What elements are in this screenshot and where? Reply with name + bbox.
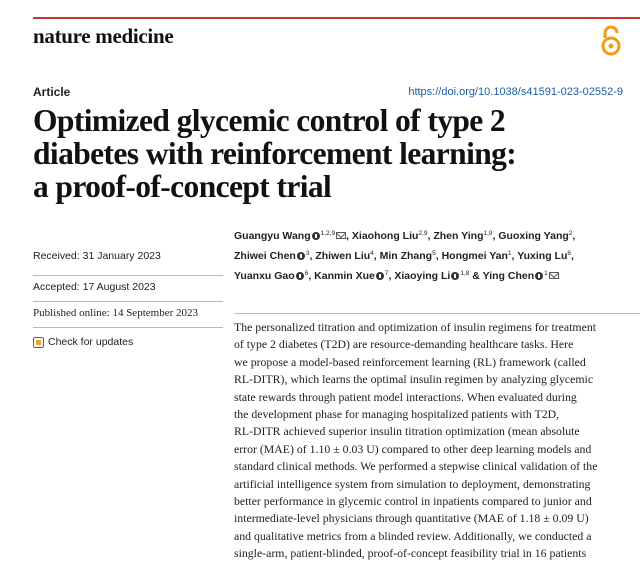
author[interactable]: Min Zhang$^5$ (379, 250, 436, 262)
abstract-line: artificial intelligence system from simulation to deployment, demonstrating (234, 476, 591, 491)
abstract-line: we propose a model-based reinforcement learning (RL) framework (called (234, 354, 586, 369)
abstract-line: The personalized titration and optimization of insulin regimens for treatment (234, 320, 596, 334)
orcid-icon[interactable] (535, 272, 543, 280)
crossmark-icon (33, 337, 44, 348)
author-line: Guangyu Wang $^{1,2,9}$ , Xiaohong Liu$^{2,9}$, Zhen Ying$^{1,9}$, Guoxing Yang$^2$, (234, 230, 576, 242)
received-date: Received: 31 January 2023 (33, 250, 223, 276)
article-dates (33, 250, 223, 350)
abstract-line: RL-DITR achieved superior insulin titration optimization (mean absolute (234, 424, 580, 439)
author-line: Zhiwei Chen $^3$, Zhiwen Liu$^4$, Min Zhang$^5$, Hongmei Yan$^1$, Yuxing Lu$^6$, (234, 250, 574, 262)
abstract-line: and qualitative metrics from a blinded review. Additionally, we conducted a (234, 528, 592, 543)
abstract-line: RL-DITR), which learns the optimal insulin regimen by analyzing glycemic (234, 372, 594, 387)
journal-name[interactable]: nature medicine (33, 24, 174, 48)
author[interactable]: Zhen Ying$^{1,9}$ (433, 230, 493, 242)
orcid-icon[interactable] (297, 252, 305, 260)
abstract-line: standard clinical methods. We performed a stepwise clinical validation of the (234, 459, 598, 474)
title-line: a proof-of-concept trial (33, 169, 332, 204)
author[interactable]: Guangyu Wang $^{1,2,9}$ (234, 230, 346, 242)
open-access-lock-icon (598, 25, 624, 57)
author[interactable]: Zhiwen Liu$^4$ (315, 250, 374, 262)
author[interactable]: Zhiwei Chen $^3$ (234, 250, 310, 262)
abstract-line: single-arm, patient-blinded, proof-of-concept feasibility trial in 16 patients (234, 546, 587, 561)
article-type: Article (33, 85, 71, 99)
email-icon[interactable] (549, 272, 559, 279)
accepted-date: Accepted: 17 August 2023 (33, 276, 223, 302)
author[interactable]: Ying Chen $^1$ (483, 270, 559, 282)
author-list (234, 225, 634, 285)
abstract-line: error (MAE) of 1.10 ± 0.03 U) compared to other deep learning models and (234, 441, 592, 456)
abstract-line: the development phase for managing hospitalized patients with T2D, (234, 407, 560, 422)
orcid-icon[interactable] (451, 272, 459, 280)
doi-link[interactable]: https://doi.org/10.1038/s41591-023-02552-9 (408, 86, 623, 98)
title-line: diabetes with reinforcement learning: (33, 136, 517, 171)
author[interactable]: Yuanxu Gao $^6$ (234, 270, 309, 282)
abstract-line: intermediate-level physicians through quantitative (MAE of 1.18 ± 0.09 U) (234, 511, 589, 526)
orcid-icon[interactable] (376, 272, 384, 280)
abstract-line: better performance in glycemic control in inpatients compared to junior and (234, 494, 592, 509)
masthead (0, 0, 640, 62)
author[interactable]: Xiaoying Li $^{1,8}$ (394, 270, 470, 282)
email-icon[interactable] (336, 232, 346, 239)
author[interactable]: Hongmei Yan$^1$ (441, 250, 512, 262)
article-title (33, 104, 633, 203)
author[interactable]: Kanmin Xue $^7$ (314, 270, 389, 282)
author[interactable]: Yuxing Lu$^6$ (517, 250, 571, 262)
orcid-icon[interactable] (296, 272, 304, 280)
abstract-line: state rewards through patient model interactions. When evaluated during (234, 389, 577, 404)
abstract-divider (234, 313, 640, 314)
author-line: Yuanxu Gao $^6$, Kanmin Xue $^7$, Xiaoying Li $^{1,8}$ & Ying Chen $^1$ (234, 265, 634, 285)
title-line: Optimized glycemic control of type 2 (33, 103, 506, 138)
orcid-icon[interactable] (312, 232, 320, 240)
author[interactable]: Xiaohong Liu$^{2,9}$ (351, 230, 428, 242)
author[interactable]: Guoxing Yang$^2$ (498, 230, 573, 242)
masthead-rule (33, 17, 640, 19)
check-for-updates-button[interactable] (33, 328, 223, 350)
abstract (234, 319, 640, 563)
abstract-line: of type 2 diabetes (T2D) are resource-demanding healthcare tasks. Here (234, 337, 574, 352)
check-for-updates-label: Check for updates (48, 336, 134, 348)
published-date: Published online: 14 September 2023 (33, 302, 223, 328)
